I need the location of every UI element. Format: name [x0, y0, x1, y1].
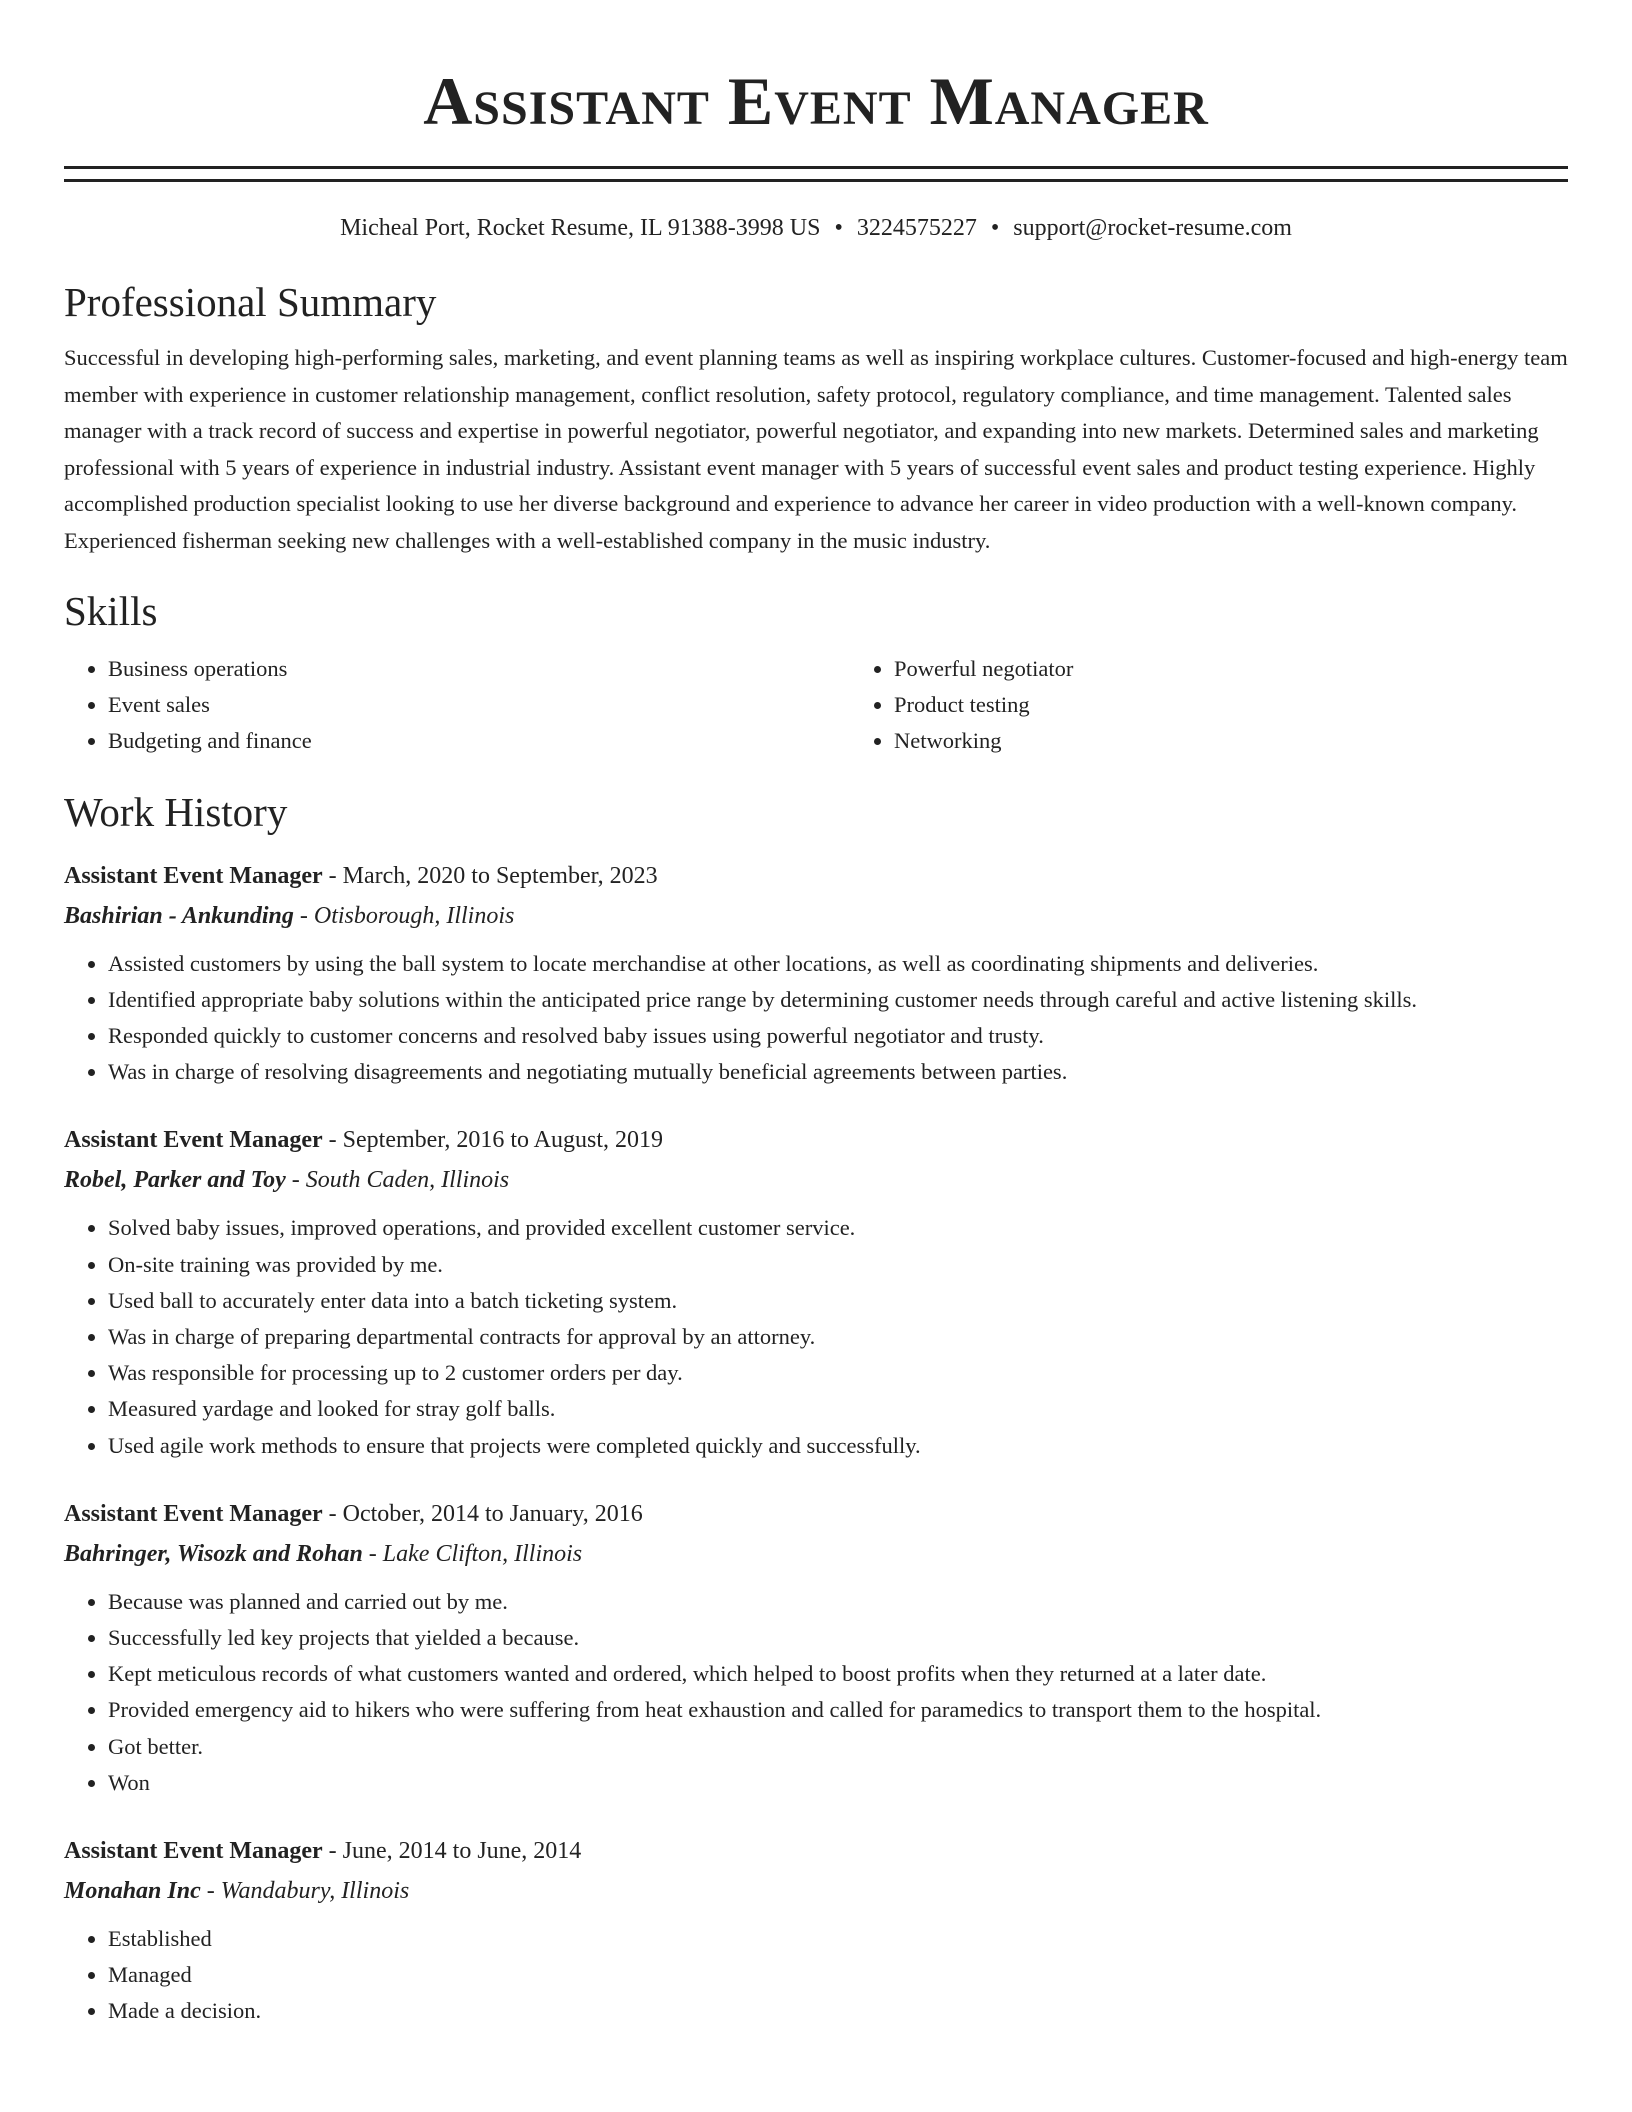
job-company: Bahringer, Wisozk and Rohan	[64, 1540, 363, 1567]
job-bullets	[64, 1921, 1568, 2030]
job-title: Assistant Event Manager	[64, 862, 323, 889]
job-bullet: • Won	[108, 1765, 1568, 1801]
dash: -	[293, 902, 314, 929]
job-company-line	[64, 1534, 1568, 1574]
contact-separator: •	[834, 215, 843, 241]
job-company-line	[64, 896, 1568, 936]
job-bullet: • Provided emergency aid to hikers who were suffering from heat exhaustion and called for paramedics to transport them to the hospital.	[108, 1692, 1568, 1728]
job-title: Assistant Event Manager	[64, 1500, 323, 1527]
job-bullet: • Made a decision.	[108, 1993, 1568, 2029]
contact-email: support@rocket-resume.com	[1013, 215, 1292, 241]
contact-address: Micheal Port, Rocket Resume, IL 91388-3998 US	[340, 215, 821, 241]
job-bullet: • Measured yardage and looked for stray golf balls.	[108, 1391, 1568, 1427]
dash: -	[200, 1878, 221, 1905]
job-dates: June, 2014 to June, 2014	[342, 1838, 582, 1865]
job-entry	[64, 1120, 1568, 1463]
job-title-line	[64, 856, 1568, 896]
skills-column-right	[850, 651, 1073, 760]
job-bullet: • Was responsible for processing up to 2 customer orders per day.	[108, 1355, 1568, 1391]
job-entry	[64, 1494, 1568, 1801]
dash: -	[322, 1500, 343, 1527]
skill-item: • Powerful negotiator	[894, 651, 1073, 687]
job-bullet: • Established	[108, 1921, 1568, 1957]
job-entry	[64, 1831, 1568, 2030]
job-dates: September, 2016 to August, 2019	[342, 1127, 664, 1154]
job-bullets	[64, 1584, 1568, 1801]
job-title-line	[64, 1120, 1568, 1160]
dash: -	[322, 1838, 343, 1865]
job-location: Otisborough, Illinois	[313, 902, 515, 929]
job-bullets	[64, 1210, 1568, 1463]
contact-phone: 3224575227	[856, 215, 977, 241]
job-location: Lake Clifton, Illinois	[382, 1540, 583, 1567]
job-title: Assistant Event Manager	[64, 1838, 323, 1865]
job-company: Robel, Parker and Toy	[64, 1167, 286, 1194]
title-double-rule	[64, 166, 1568, 182]
dash: -	[322, 1127, 343, 1154]
job-bullet: • Solved baby issues, improved operations, and provided excellent customer service.	[108, 1210, 1568, 1246]
summary-text: Successful in developing high-performing sales, marketing, and event planning teams as well as inspiring workplace cultures. Customer-focused and high-energy team member with experience in customer relationship management, conflict resolution, safety protocol, regulatory compliance, and time management. Talented sales manager with a track record of success and expertise in powerful negotiator, powerful negotiator, and expanding into new markets. Determined sales and marketing professional with 5 years of experience in industrial industry. Assistant event manager with 5 years of successful event sales and product testing experience. Highly accomplished production specialist looking to use her diverse background and experience to advance her career in video production with a well-known company. Experienced fisherman seeking new challenges with a well-established company in the music industry.	[64, 345, 1568, 553]
job-location: Wandabury, Illinois	[220, 1878, 410, 1905]
skill-item: • Business operations	[108, 651, 850, 687]
contact-separator: •	[990, 215, 1000, 241]
job-bullet: • Used ball to accurately enter data into a batch ticketing system.	[108, 1283, 1568, 1319]
page-title: Assistant Event Manager	[423, 63, 1209, 139]
skill-item: • Event sales	[108, 687, 850, 723]
job-company: Bashirian - Ankunding	[64, 902, 294, 929]
skill-item: • Budgeting and finance	[108, 723, 850, 759]
job-bullet: • On-site training was provided by me.	[108, 1247, 1568, 1283]
skills-list	[64, 651, 1568, 760]
skill-item: • Product testing	[894, 687, 1073, 723]
job-bullet: • Managed	[108, 1957, 1568, 1993]
summary-heading: Professional Summary	[64, 279, 437, 325]
resume-page	[64, 0, 1568, 2030]
contact-line	[64, 210, 1568, 246]
job-company-line	[64, 1871, 1568, 1911]
job-title-line	[64, 1831, 1568, 1871]
job-dates: October, 2014 to January, 2016	[342, 1500, 643, 1527]
job-location: South Caden, Illinois	[305, 1167, 510, 1194]
job-bullet: • Got better.	[108, 1729, 1568, 1765]
job-bullets	[64, 946, 1568, 1091]
job-bullet: • Used agile work methods to ensure that projects were completed quickly and successfully.	[108, 1428, 1568, 1464]
job-entry	[64, 856, 1568, 1091]
dash: -	[285, 1167, 306, 1194]
job-bullet: • Successfully led key projects that yielded a because.	[108, 1620, 1568, 1656]
dash: -	[322, 862, 343, 889]
job-dates: March, 2020 to September, 2023	[342, 862, 658, 889]
job-bullet: • Was in charge of preparing departmental contracts for approval by an attorney.	[108, 1319, 1568, 1355]
job-company: Monahan Inc	[64, 1878, 201, 1905]
skills-column-left	[64, 651, 850, 760]
job-bullet: • Because was planned and carried out by me.	[108, 1584, 1568, 1620]
job-bullet: • Responded quickly to customer concerns and resolved baby issues using powerful negotiator and trusty.	[108, 1018, 1568, 1054]
job-bullet: • Assisted customers by using the ball system to locate merchandise at other locations, as well as coordinating shipments and deliveries.	[108, 946, 1568, 982]
job-title-line	[64, 1494, 1568, 1534]
job-bullet: • Kept meticulous records of what customers wanted and ordered, which helped to boost profits when they returned at a later date.	[108, 1656, 1568, 1692]
skills-heading: Skills	[64, 588, 158, 634]
job-bullet: • Identified appropriate baby solutions within the anticipated price range by determining customer needs through careful and active listening skills.	[108, 982, 1568, 1018]
work-history-heading: Work History	[64, 788, 288, 835]
job-bullet: • Was in charge of resolving disagreements and negotiating mutually beneficial agreements between parties.	[108, 1054, 1568, 1090]
dash: -	[362, 1540, 383, 1567]
skill-item: • Networking	[894, 723, 1073, 759]
job-title: Assistant Event Manager	[64, 1127, 323, 1154]
job-company-line	[64, 1160, 1568, 1200]
